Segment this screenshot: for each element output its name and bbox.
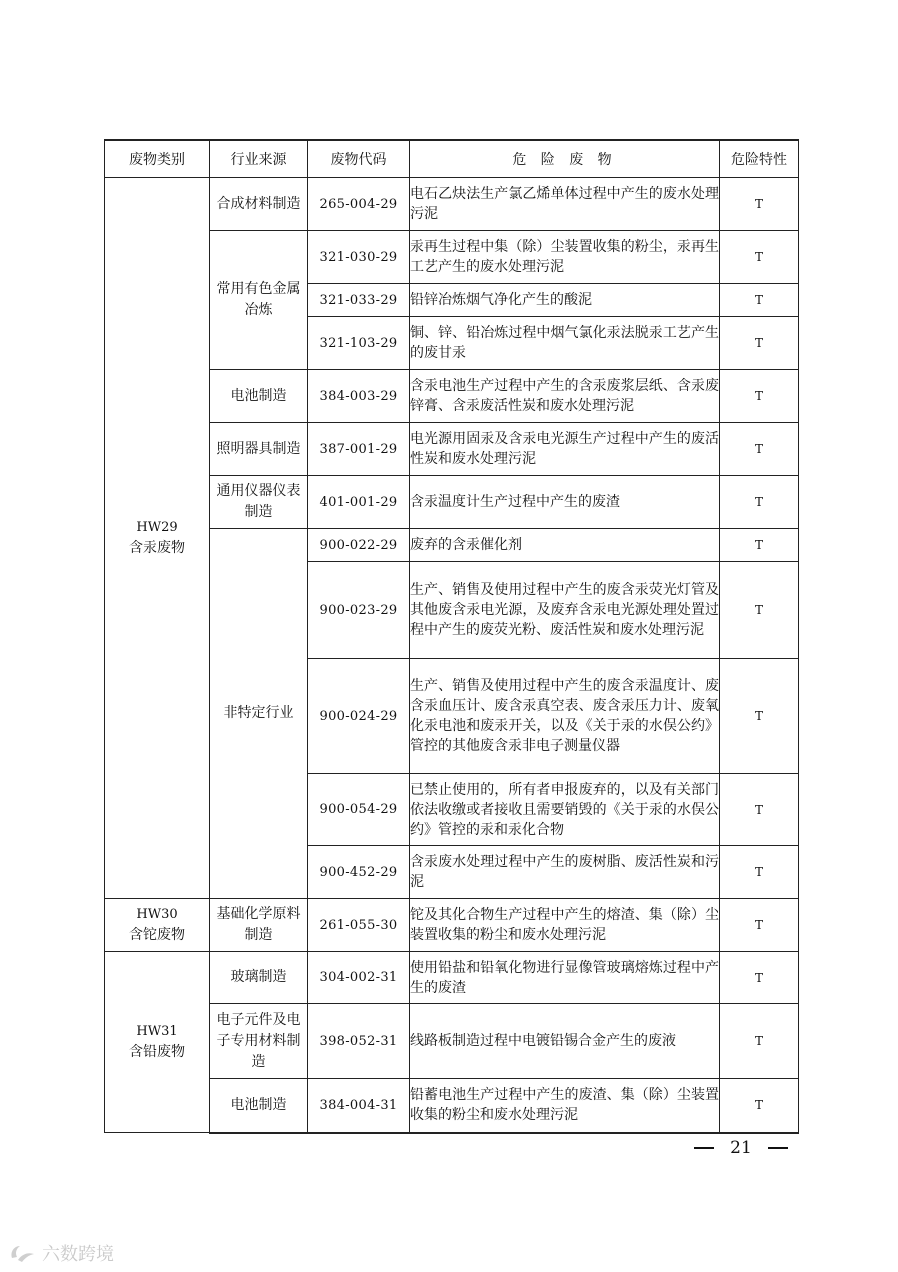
header-waste: 危 险 废 物 xyxy=(410,140,720,178)
category-code: HW29 xyxy=(136,520,178,535)
hazard-characteristic: T xyxy=(720,423,799,476)
industry-cell: 基础化学原料制造 xyxy=(210,899,308,952)
watermark xyxy=(8,1240,114,1266)
waste-code: 265-004-29 xyxy=(308,178,410,231)
category-cell-hw31 xyxy=(105,952,210,1133)
waste-code: 398-052-31 xyxy=(308,1004,410,1079)
waste-description: 废弃的含汞催化剂 xyxy=(410,529,720,562)
waste-description: 铅锌冶炼烟气净化产生的酸泥 xyxy=(410,284,720,317)
hazard-characteristic: T xyxy=(720,1079,799,1133)
waste-code: 900-024-29 xyxy=(308,659,410,774)
table-row xyxy=(105,1079,799,1133)
page-number-dash-left xyxy=(694,1147,714,1149)
waste-description: 生产、销售及使用过程中产生的废含汞温度计、废含汞血压计、废含汞真空表、废含汞压力计、废氧化汞电池和废汞开关，以及《关于汞的水俣公约》管控的其他废含汞非电子测量仪器 xyxy=(410,659,720,774)
waste-description: 电石乙炔法生产氯乙烯单体过程中产生的废水处理污泥 xyxy=(410,178,720,231)
table-row xyxy=(105,1004,799,1079)
waste-code: 900-022-29 xyxy=(308,529,410,562)
waste-description: 铊及其化合物生产过程中产生的熔渣、集（除）尘装置收集的粉尘和废水处理污泥 xyxy=(410,899,720,952)
industry-cell: 合成材料制造 xyxy=(210,178,308,231)
table-row xyxy=(105,370,799,423)
table-row xyxy=(105,529,799,562)
waste-description: 含汞温度计生产过程中产生的废渣 xyxy=(410,476,720,529)
table-row xyxy=(105,178,799,231)
waste-description: 使用铅盐和铅氧化物进行显像管玻璃熔炼过程中产生的废渣 xyxy=(410,952,720,1004)
hazard-characteristic: T xyxy=(720,952,799,1004)
industry-cell: 通用仪器仪表制造 xyxy=(210,476,308,529)
waste-description: 铜、锌、铅冶炼过程中烟气氯化汞法脱汞工艺产生的废甘汞 xyxy=(410,317,720,370)
hazard-characteristic: T xyxy=(720,317,799,370)
hazard-characteristic: T xyxy=(720,846,799,899)
category-code: HW30 xyxy=(136,907,178,922)
hazard-characteristic: T xyxy=(720,659,799,774)
waste-description: 线路板制造过程中电镀铅锡合金产生的废液 xyxy=(410,1004,720,1079)
waste-code: 384-003-29 xyxy=(308,370,410,423)
category-cell-hw29 xyxy=(105,178,210,899)
waste-code: 304-002-31 xyxy=(308,952,410,1004)
waste-description: 含汞废水处理过程中产生的废树脂、废活性炭和污泥 xyxy=(410,846,720,899)
page-number-value: 21 xyxy=(730,1138,752,1158)
hazard-characteristic: T xyxy=(720,476,799,529)
table-row xyxy=(105,423,799,476)
header-code: 废物代码 xyxy=(308,140,410,178)
industry-cell: 电池制造 xyxy=(210,1079,308,1133)
industry-cell: 照明器具制造 xyxy=(210,423,308,476)
header-hazard: 危险特性 xyxy=(720,140,799,178)
table-row xyxy=(105,952,799,1004)
hazard-characteristic: T xyxy=(720,178,799,231)
category-name: 含铊废物 xyxy=(129,927,185,943)
waste-code: 387-001-29 xyxy=(308,423,410,476)
page-number xyxy=(694,1136,788,1160)
hazard-characteristic: T xyxy=(720,899,799,952)
waste-description: 含汞电池生产过程中产生的含汞废浆层纸、含汞废锌膏、含汞废活性炭和废水处理污泥 xyxy=(410,370,720,423)
watermark-text: 六数跨境 xyxy=(42,1244,114,1265)
waste-description: 汞再生过程中集（除）尘装置收集的粉尘，汞再生工艺产生的废水处理污泥 xyxy=(410,231,720,284)
waste-description: 生产、销售及使用过程中产生的废含汞荧光灯管及其他废含汞电光源，及废弃含汞电光源处理处置过程中产生的废荧光粉、废活性炭和废水处理污泥 xyxy=(410,562,720,659)
industry-cell: 电子元件及电子专用材料制造 xyxy=(210,1004,308,1079)
category-cell-hw30 xyxy=(105,899,210,952)
hazard-characteristic: T xyxy=(720,231,799,284)
waste-code: 384-004-31 xyxy=(308,1079,410,1133)
category-name: 含汞废物 xyxy=(129,540,185,556)
page-number-dash-right xyxy=(768,1147,788,1149)
industry-cell: 电池制造 xyxy=(210,370,308,423)
waste-code: 900-023-29 xyxy=(308,562,410,659)
table-row xyxy=(105,231,799,284)
waste-code: 900-054-29 xyxy=(308,774,410,846)
hazard-characteristic: T xyxy=(720,1004,799,1079)
category-code: HW31 xyxy=(136,1024,178,1039)
hazard-characteristic: T xyxy=(720,774,799,846)
waste-code: 321-030-29 xyxy=(308,231,410,284)
hazard-characteristic: T xyxy=(720,562,799,659)
header-category: 废物类别 xyxy=(105,140,210,178)
hazard-characteristic: T xyxy=(720,529,799,562)
industry-cell: 玻璃制造 xyxy=(210,952,308,1004)
waste-description: 铅蓄电池生产过程中产生的废渣、集（除）尘装置收集的粉尘和废水处理污泥 xyxy=(410,1079,720,1133)
hazardous-waste-table xyxy=(104,139,799,1134)
waste-code: 401-001-29 xyxy=(308,476,410,529)
header-row xyxy=(105,140,799,178)
industry-cell: 非特定行业 xyxy=(210,529,308,899)
hazard-characteristic: T xyxy=(720,284,799,317)
header-industry: 行业来源 xyxy=(210,140,308,178)
category-name: 含铅废物 xyxy=(129,1044,185,1060)
waste-code: 321-103-29 xyxy=(308,317,410,370)
waste-code: 900-452-29 xyxy=(308,846,410,899)
waste-code: 261-055-30 xyxy=(308,899,410,952)
waste-description: 电光源用固汞及含汞电光源生产过程中产生的废活性炭和废水处理污泥 xyxy=(410,423,720,476)
table-row xyxy=(105,476,799,529)
watermark-logo-icon xyxy=(8,1242,38,1264)
waste-code: 321-033-29 xyxy=(308,284,410,317)
waste-description: 已禁止使用的，所有者申报废弃的，以及有关部门依法收缴或者接收且需要销毁的《关于汞的水俣公约》管控的汞和汞化合物 xyxy=(410,774,720,846)
table-row xyxy=(105,899,799,952)
industry-cell: 常用有色金属冶炼 xyxy=(210,231,308,370)
hazard-characteristic: T xyxy=(720,370,799,423)
